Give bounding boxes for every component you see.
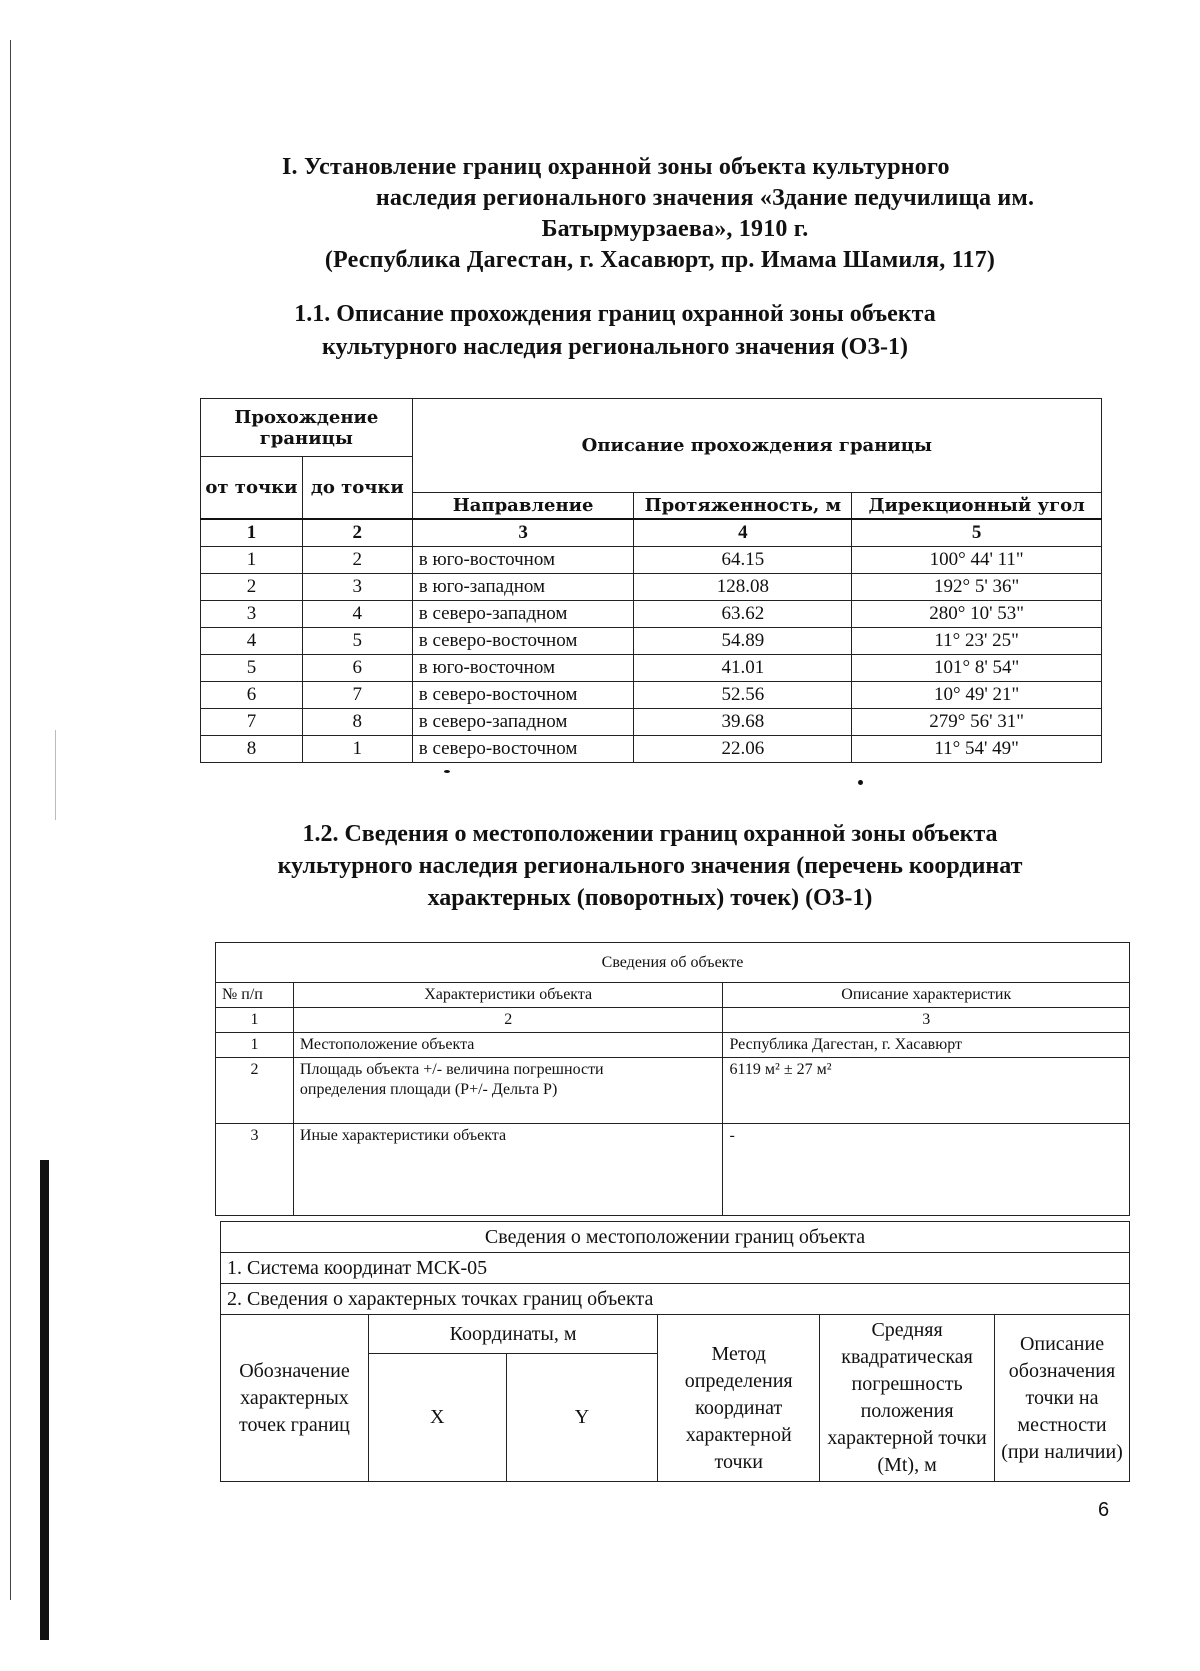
direction: в юго-восточном xyxy=(412,654,634,681)
characteristic: Площадь объекта +/- величина погрешности определения площади (Р+/- Дельта Р) xyxy=(293,1058,723,1124)
length: 22.06 xyxy=(634,735,852,762)
subsection-title-1-2 xyxy=(200,818,1100,914)
to-point: 4 xyxy=(302,600,412,627)
angle: 192° 5' 36" xyxy=(852,573,1102,600)
column-number: 3 xyxy=(412,519,634,547)
header-direction: Направление xyxy=(412,493,634,519)
subsection-title-1-2-line3: характерных (поворотных) точек) (ОЗ-1) xyxy=(427,885,873,911)
from-point: 5 xyxy=(201,654,303,681)
scan-edge-line xyxy=(10,40,11,1600)
scan-speck xyxy=(444,770,450,773)
object-info-table xyxy=(215,942,1130,1216)
direction: в юго-восточном xyxy=(412,546,634,573)
header-char-description: Описание характеристик xyxy=(723,983,1130,1008)
direction: в юго-западном xyxy=(412,573,634,600)
table-row xyxy=(201,654,1102,681)
scan-edge-mark xyxy=(55,730,56,820)
header-to: до точки xyxy=(302,457,412,519)
length: 64.15 xyxy=(634,546,852,573)
length: 63.62 xyxy=(634,600,852,627)
to-point: 3 xyxy=(302,573,412,600)
table-row xyxy=(201,735,1102,762)
table-row xyxy=(201,600,1102,627)
characteristic: Иные характеристики объекта xyxy=(293,1124,723,1216)
scan-binding-shadow xyxy=(40,1160,49,1640)
angle: 10° 49' 21" xyxy=(852,681,1102,708)
from-point: 6 xyxy=(201,681,303,708)
points-info-title: 2. Сведения о характерных точках границ объекта xyxy=(221,1284,1130,1315)
length: 54.89 xyxy=(634,627,852,654)
angle: 11° 54' 49" xyxy=(852,735,1102,762)
header-method: Метод определения координат характерной точки xyxy=(658,1315,820,1482)
to-point: 5 xyxy=(302,627,412,654)
direction: в северо-восточном xyxy=(412,735,634,762)
angle: 11° 23' 25" xyxy=(852,627,1102,654)
from-point: 8 xyxy=(201,735,303,762)
section-title-line1: I. Установление границ охранной зоны объекта культурного xyxy=(282,154,950,180)
boundary-location-table xyxy=(220,1221,1130,1482)
row-number: 2 xyxy=(216,1058,294,1124)
angle: 279° 56' 31" xyxy=(852,708,1102,735)
section-title-line2: наследия регионального значения «Здание педучилища им. xyxy=(375,185,1035,211)
column-number: 1 xyxy=(216,1008,294,1033)
header-coordinates: Координаты, м xyxy=(368,1315,657,1354)
from-point: 7 xyxy=(201,708,303,735)
coordinate-system: 1. Система координат МСК-05 xyxy=(221,1253,1130,1284)
from-point: 3 xyxy=(201,600,303,627)
characteristic-description: - xyxy=(723,1124,1130,1216)
section-title xyxy=(260,152,1060,276)
to-point: 2 xyxy=(302,546,412,573)
table-row xyxy=(201,681,1102,708)
header-x: X xyxy=(368,1354,506,1482)
to-point: 1 xyxy=(302,735,412,762)
boundary-passage-table xyxy=(200,398,1102,763)
boundary-location-title: Сведения о местоположении границ объекта xyxy=(221,1222,1130,1253)
to-point: 8 xyxy=(302,708,412,735)
to-point: 6 xyxy=(302,654,412,681)
object-info-title: Сведения об объекте xyxy=(216,943,1130,983)
scan-speck xyxy=(858,780,863,785)
characteristic-description: Республика Дагестан, г. Хасавюрт xyxy=(723,1033,1130,1058)
column-number: 2 xyxy=(293,1008,723,1033)
header-characteristics: Характеристики объекта xyxy=(293,983,723,1008)
length: 128.08 xyxy=(634,573,852,600)
table-row xyxy=(201,627,1102,654)
row-number: 1 xyxy=(216,1033,294,1058)
angle: 280° 10' 53" xyxy=(852,600,1102,627)
subsection-title-1-1-line1: 1.1. Описание прохождения границ охранной зоны объекта xyxy=(294,301,936,327)
header-from: от точки xyxy=(201,457,303,519)
table-row xyxy=(201,546,1102,573)
section-title-line4: (Республика Дагестан, г. Хасавюрт, пр. Имама Шамиля, 117) xyxy=(324,247,996,273)
direction: в северо-западном xyxy=(412,708,634,735)
column-numbers-row xyxy=(201,519,1102,547)
direction: в северо-восточном xyxy=(412,681,634,708)
header-error: Средняя квадратическая погрешность положения характерной точки (Mt), м xyxy=(820,1315,995,1482)
header-num: № п/п xyxy=(216,983,294,1008)
column-number: 3 xyxy=(723,1008,1130,1033)
column-number: 1 xyxy=(201,519,303,547)
column-number: 2 xyxy=(302,519,412,547)
from-point: 4 xyxy=(201,627,303,654)
row-number: 3 xyxy=(216,1124,294,1216)
subsection-title-1-2-line2: культурного наследия регионального значения (перечень координат xyxy=(277,853,1023,879)
characteristic: Местоположение объекта xyxy=(293,1033,723,1058)
from-point: 2 xyxy=(201,573,303,600)
table-row xyxy=(216,1124,1130,1216)
angle: 101° 8' 54" xyxy=(852,654,1102,681)
direction: в северо-восточном xyxy=(412,627,634,654)
page-number: 6 xyxy=(1098,1499,1110,1521)
header-description: Описание прохождения границы xyxy=(412,399,1101,493)
section-title-line3: Батырмурзаева», 1910 г. xyxy=(541,216,809,242)
header-length: Протяженность, м xyxy=(634,493,852,519)
table-row xyxy=(201,708,1102,735)
subsection-title-1-1-line2: культурного наследия регионального значения (ОЗ-1) xyxy=(321,334,909,360)
length: 52.56 xyxy=(634,681,852,708)
header-angle: Дирекционный угол xyxy=(852,493,1102,519)
subsection-title-1-2-line1: 1.2. Сведения о местоположении границ охранной зоны объекта xyxy=(302,821,998,847)
header-y: Y xyxy=(506,1354,658,1482)
table-row xyxy=(201,573,1102,600)
characteristic-description: 6119 м² ± 27 м² xyxy=(723,1058,1130,1124)
angle: 100° 44' 11" xyxy=(852,546,1102,573)
column-number: 5 xyxy=(852,519,1102,547)
table-row xyxy=(216,1033,1130,1058)
header-designation: Обозначение характерных точек границ xyxy=(221,1315,369,1482)
header-passage: Прохождение границы xyxy=(201,399,413,457)
direction: в северо-западном xyxy=(412,600,634,627)
to-point: 7 xyxy=(302,681,412,708)
table-row xyxy=(216,1058,1130,1124)
from-point: 1 xyxy=(201,546,303,573)
header-point-description: Описание обозначения точки на местности (при наличии) xyxy=(995,1315,1130,1482)
column-number: 4 xyxy=(634,519,852,547)
length: 41.01 xyxy=(634,654,852,681)
subsection-title-1-1 xyxy=(230,298,1000,364)
length: 39.68 xyxy=(634,708,852,735)
